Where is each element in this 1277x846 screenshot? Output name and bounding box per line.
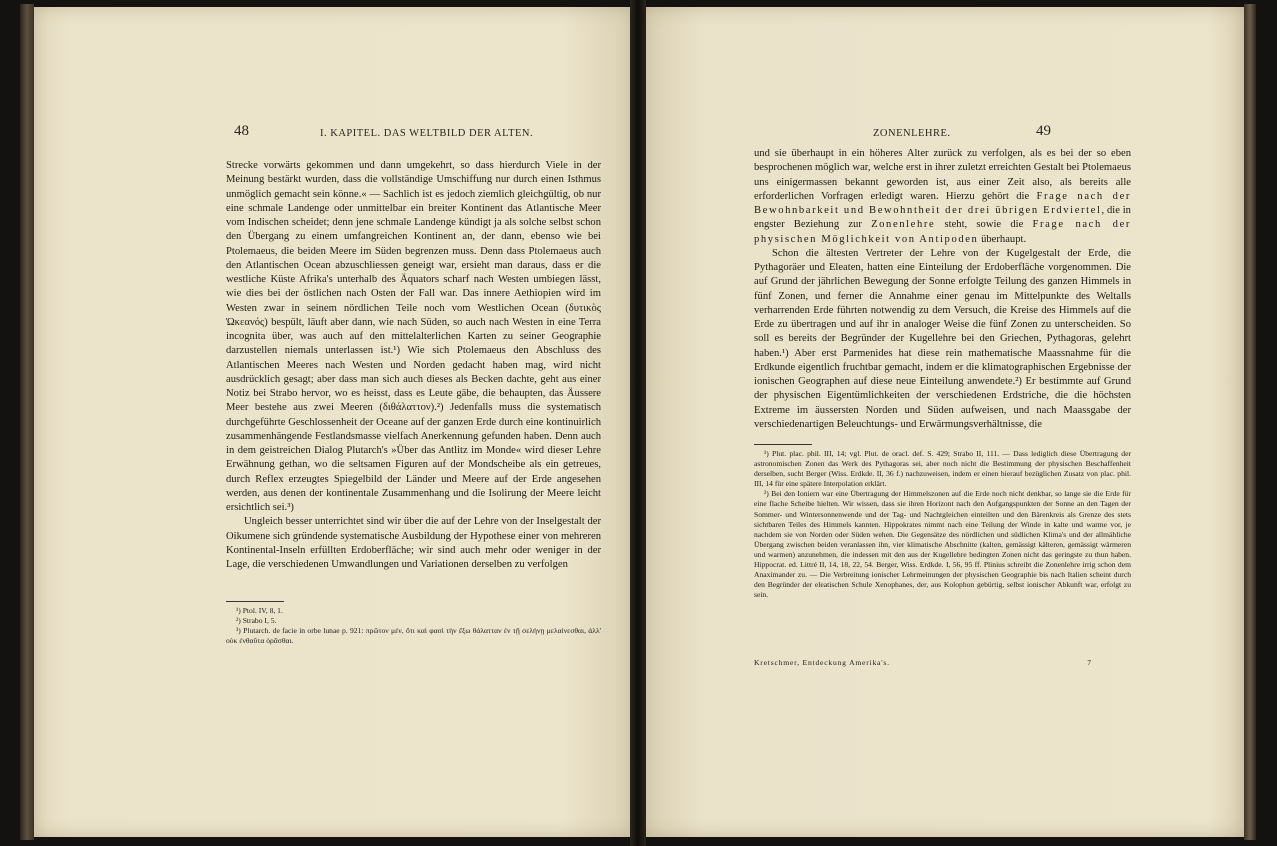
footnote-rule bbox=[754, 444, 812, 445]
footnotes bbox=[226, 606, 601, 646]
paragraph bbox=[754, 147, 1131, 247]
text-run: und sie überhaupt in ein höheres Alter zurück zu verfolgen, als es bei der so eben besprochenen möglich war, welche erst in ihrer zuletzt erreichten Gestalt bei Ptolemaeus uns einigermassen bekannt geworden ist, aus einer Zeit also, als bereits alle erforderlichen Vorfragen erledigt waren. Hierzu gehört die bbox=[754, 148, 1131, 202]
spaced-emphasis: Zonenlehre bbox=[871, 219, 936, 231]
body-text bbox=[754, 147, 1131, 432]
signature-line bbox=[754, 658, 1131, 667]
paragraph: Ungleich besser unterrichtet sind wir über die auf der Lehre von der Inselgestalt der Oikumene sich gründende systematische Ausbildung der Hypothese einer von mehreren Kontinental-Inseln erfüllten Erdoberfläche; wir sind auch mehr oder weniger in der Lage, die verschiedenen Umwandlungen und Variationen derselben zu verfolgen bbox=[226, 516, 601, 570]
footnote: ²) Bei den Ioniern war eine Übertragung der Himmelszonen auf die Erde noch nicht denkbar, so lange sie die Erde für eine flache Scheibe hielten. Wir wissen, dass sie ihren Horizont nach den Aufgangspunkten der Sonne an den Tagen der Sommer- und Wintersonnenwende und der Tag- und Nachtgleichen einteilten und den Bärenkreis als Grenze des stets sichtbaren Teiles des Himmels kannten. Hippokrates nimmt nach eine Teilung der Winde in kalte und warme vor, je nachdem sie von Norden oder Süden wehen. Die Gegensätze des nördlichen und südlichen Klima's und der allmähliche Übergang zwischen beiden veranlassen ihn, vier klimatische Abschnitte (kalten, gemässigt kälteren, gemässigt wärmeren und warmen) anzunehmen, die indessen mit den aus der Kugellehre bedingten Zonen nicht das geringste zu thun haben. Hippocrat. ed. Littré II, 14, 18, 22, 54. Berger, Wiss. Erdkde. I, 56, 95 ff. Plinius schreibt die Zonenlehre irrig schon dem Anaximander zu. — Die Verbreitung ionischer Lehrmeinungen der physischen Geographie bis nach Italien scheint durch den Begründer der eleatischen Schule Xenophanes, der, aus Kolophon gebürtig, selbst ionischer Abkunft war, erfolgt zu sein. bbox=[754, 489, 1131, 600]
book-gutter bbox=[630, 0, 646, 846]
book-edge-left bbox=[20, 4, 34, 840]
running-header: ZONENLEHRE. bbox=[873, 128, 951, 139]
spaced-emphasis: Frage nach der physischen Möglichkeit von Antipoden bbox=[754, 219, 1131, 245]
paragraph: Strecke vorwärts gekommen und dann umgekehrt, so dass hierdurch Viele in der Meinung bestärkt wurden, dass die vollständige Umschiffung nur durch einen Isthmus unmöglich gemacht sein könne.« — Sachlich ist es jedoch ziemlich gleichgültig, ob nur eine schmale Landenge oder unmittelbar ein breiter Kontinent das Atlantische Meer vom Indischen scheidet; denn jene schmale Landenge kündigt ja als solche selbst schon den Übergang zu einem umfangreichen Kontinent an, der dann, ebenso wie bei Ptolemaeus, die beiden Meere im Süden begrenzen muss. Denn dass Ptolemaeus auch den Atlantischen Ocean abzuschliessen geneigt war, ersieht man daraus, dass er die westliche Küste Afrika's unterhalb des Äquators scharf nach Westen umbiegen lässt, wie dies bei der östlichen nach Osten der Fall war. Das innere Aethiopien wird im Westen zwar in seinem nördlichen Teile noch vom Westlichen Ocean (δυτικὸς Ὠκεανός) bespült, läuft aber dann, wie nach Süden, so auch nach Westen in eine Terra incognita über, was auch auf den mittelalterlichen Karten zu seiner Geographie darzustellen niemals unterlassen ist.¹) Wie sich Ptolemaeus den Abschluss des Atlantischen Meeres nach Westen und Norden gedacht haben mag, wird nicht ausdrücklich gesagt; aber dass man sich auch dieses als Becken dachte, geht aus einer Notiz bei Strabo hervor, wo es heisst, dass es Leute gäbe, die behaupten, das Äussere Meer bestehe aus zwei Meeren (διθάλαττον).²) Jedenfalls muss die systematisch durchgeführte Geschlossenheit der Oceane auf der ganzen Erde durch eine kontinuirlich zusammenhängende Festlandsmasse vielfach Anerkennung gefunden haben. Denn auch in dem geistreichen Dialog Plutarch's »Über das Antlitz im Monde« wird dieser Lehre Erwähnung gethan, wo die seltsamen Figuren auf der Mondscheibe als ein getreues, durch Reflex erzeugtes Spiegelbild der Länder und Meere auf der Erde angesehen werden, aus denen der kontinentale Zusammenhang und die Isolirung der Meere leicht ersichtlich sei.³) bbox=[226, 160, 601, 513]
footnote: ²) Strabo I, 5. bbox=[236, 616, 277, 626]
signature-title: Kretschmer, Entdeckung Amerika's. bbox=[754, 658, 890, 667]
book-edge-right bbox=[1244, 4, 1256, 840]
text-run: überhaupt. bbox=[978, 233, 1027, 245]
paragraph: Schon die ältesten Vertreter der Lehre von der Kugelgestalt der Erde, die Pythagoräer und Eleaten, hatten eine Einteilung der Erdoberfläche vorgenommen. Die auf Grund der jährlichen Bewegung der Sonne erfolgte Teilung des ganzen Himmels in fünf Zonen, und ferner die Annahme einer genau im Mittelpunkte des Weltalls verharrenden Erde führten notwendig zu dem Versuch, die Kreise des Himmels auf die Erde zu übertragen und auf ihr in analoger Weise die fünf Zonen zu unterscheiden. So soll es bereits der Begründer der Kugellehre bei den Griechen, Pythagoras, gelehrt haben.¹) Aber erst Parmenides hat diese rein mathematische Maassnahme für die Erdkunde eigentlich fruchtbar gemacht, indem er die klimatographischen Ergebnisse der ionischen Geographen auf diese neue Einteilung anwendete.²) Er bestimmte auf Grund der physischen Eigentümlichkeiten der verschiedenen Erdstriche, die die höchsten Extreme im äussersten Norden und Süden aufweisen, und nach Maassgabe der verschiedenartigen Beleuchtungs- und Erwärmungsverhältnisse, die bbox=[754, 247, 1131, 430]
spaced-emphasis: Frage nach der Bewohnbarkeit und Bewohntheit der drei übrigen Erdviertel bbox=[754, 190, 1132, 216]
text-run: , die in engster Beziehung zur bbox=[754, 205, 1131, 231]
running-header: I. KAPITEL. DAS WELTBILD DER ALTEN. bbox=[320, 128, 534, 139]
footnote: ³) Plutarch. de facie in orbe lunae p. 921: πρῶτον μέν, ὅτι καὶ φασὶ τὴν ἔξω θάλατταν ἐν τῇ σελήνῃ μελαίνεσθαι, ἀλλ' οὐκ ἐνθαῦτα ὁρᾶσθαι. bbox=[226, 626, 601, 646]
footnotes bbox=[754, 449, 1131, 600]
footnote: ¹) Plut. plac. phil. III, 14; vgl. Plut. de oracl. def. S. 429; Strabo II, 111. — Dass lediglich diese Übertragung der astronomischen Zonen das Werk des Pythagoras sei, aber noch nicht die Bestimmung der physischen Beschaffenheit derselben, sucht Berger (Wiss. Erdkde. II, 36 f.) nachzuweisen, indem er einen hierauf bezüglichen Zusatz von plac. phil. III, 14 für eine spätere Interpolation erklärt. bbox=[754, 449, 1131, 489]
left-page bbox=[34, 7, 636, 837]
signature-mark: 7 bbox=[1087, 658, 1091, 667]
footnote: ¹) Ptol. IV, 8, 1. bbox=[236, 606, 283, 615]
page-number: 48 bbox=[234, 123, 249, 139]
page-number: 49 bbox=[1036, 123, 1051, 139]
right-page bbox=[641, 7, 1244, 837]
footnote-rule bbox=[226, 601, 284, 602]
text-run: steht, sowie die bbox=[935, 219, 1033, 231]
body-text bbox=[226, 159, 601, 572]
